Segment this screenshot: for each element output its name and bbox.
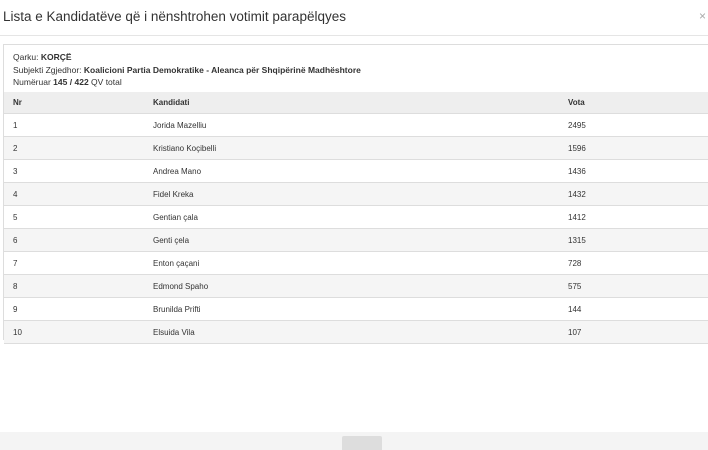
row-vota: 144: [568, 298, 708, 321]
row-vota: 1315: [568, 229, 708, 252]
row-vota: 1436: [568, 160, 708, 183]
column-header-vota[interactable]: Vota: [568, 92, 708, 114]
subjekti-label: Subjekti Zgjedhor:: [13, 64, 82, 75]
table-row: [4, 275, 708, 298]
info-block: [13, 51, 361, 89]
row-nr: 2: [4, 137, 153, 160]
row-nr: 8: [4, 275, 153, 298]
close-icon[interactable]: ×: [698, 9, 706, 23]
row-kandidati: Gentian çala: [153, 206, 568, 229]
row-kandidati: Kristiano Koçibelli: [153, 137, 568, 160]
numeruar-count: 145: [53, 77, 68, 87]
table-row: [4, 183, 708, 206]
row-kandidati: Elsuida Vila: [153, 321, 568, 344]
row-nr: 7: [4, 252, 153, 275]
row-vota: 575: [568, 275, 708, 298]
row-vota: 1412: [568, 206, 708, 229]
row-nr: 5: [4, 206, 153, 229]
row-nr: 3: [4, 160, 153, 183]
row-kandidati: Jorida Mazelliu: [153, 114, 568, 137]
table-row: [4, 160, 708, 183]
numeruar-total: 422: [74, 77, 89, 87]
results-panel: [3, 44, 708, 340]
numeruar-separator: /: [69, 77, 73, 87]
subjekti-value: Koalicioni Partia Demokratike - Aleanca për Shqipërinë Madhështore: [83, 64, 361, 75]
table-row: [4, 252, 708, 275]
row-vota: 107: [568, 321, 708, 344]
row-nr: 1: [4, 114, 153, 137]
row-kandidati: Edmond Spaho: [153, 275, 568, 298]
candidates-table: [4, 92, 708, 344]
numeruar-suffix: QV total: [91, 77, 122, 87]
table-row: [4, 137, 708, 160]
row-vota: 728: [568, 252, 708, 275]
row-nr: 10: [4, 321, 153, 344]
row-vota: 1432: [568, 183, 708, 206]
table-row: [4, 298, 708, 321]
row-kandidati: Andrea Mano: [153, 160, 568, 183]
table-row: [4, 229, 708, 252]
table-header-row: [4, 92, 708, 114]
qarku-line: [13, 51, 361, 64]
column-header-kandidati[interactable]: Kandidati: [153, 92, 568, 114]
row-kandidati: Brunilda Prifti: [153, 298, 568, 321]
table-row: [4, 114, 708, 137]
numeruar-line: [13, 76, 361, 89]
modal-title: Lista e Kandidatëve që i nënshtrohen votimit parapëlqyes: [3, 9, 346, 24]
row-vota: 1596: [568, 137, 708, 160]
qarku-label: Qarku:: [13, 52, 39, 62]
qarku-value: KORÇË: [40, 52, 72, 62]
row-kandidati: Enton çaçani: [153, 252, 568, 275]
modal-header: [0, 0, 708, 36]
row-kandidati: Fidel Kreka: [153, 183, 568, 206]
numeruar-label: Numëruar: [13, 77, 51, 87]
subjekti-line: [13, 64, 361, 77]
table-row: [4, 321, 708, 344]
row-nr: 6: [4, 229, 153, 252]
row-vota: 2495: [568, 114, 708, 137]
row-kandidati: Genti çela: [153, 229, 568, 252]
table-row: [4, 206, 708, 229]
footer-button[interactable]: [342, 436, 382, 450]
column-header-nr[interactable]: Nr: [4, 92, 153, 114]
row-nr: 9: [4, 298, 153, 321]
row-nr: 4: [4, 183, 153, 206]
